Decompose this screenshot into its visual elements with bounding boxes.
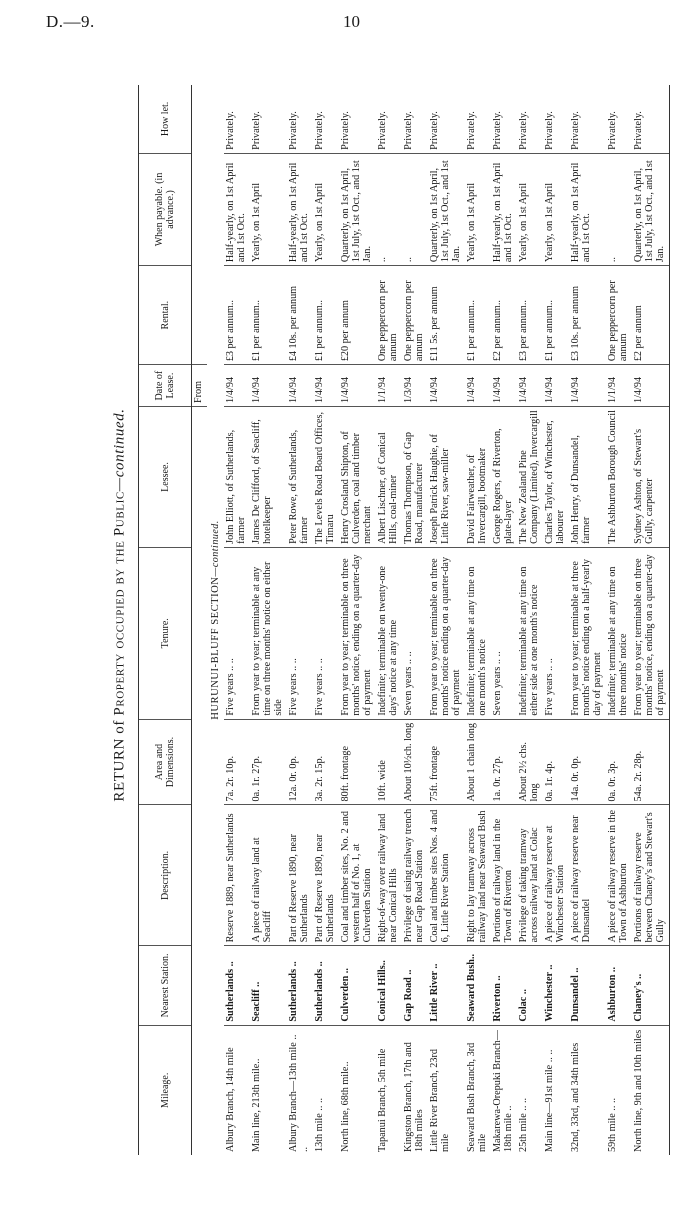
- mileage-cell: Tapanui Branch, 5th mile: [377, 1048, 388, 1152]
- description-cell: Part of Reserve 1890, near Sutherlands: [287, 805, 313, 946]
- how-let-cell: Privately.: [606, 85, 632, 153]
- how-let-cell: Privately.: [517, 85, 543, 153]
- how-let-cell: Privately.: [250, 85, 287, 153]
- rental-cell: £1 per annum..: [313, 266, 339, 365]
- date-cell: 1/4/94: [224, 365, 250, 407]
- station-cell: Chaney's ..: [632, 946, 670, 1025]
- date-cell: 1/4/94: [543, 365, 569, 407]
- mileage-cell: North line, 9th and 10th miles: [632, 1025, 670, 1155]
- area-cell: 54a. 2r. 28p.: [632, 719, 670, 805]
- payable-cell: ..: [376, 153, 402, 265]
- page-number: 10: [343, 12, 360, 31]
- station-cell: Winchester ..: [543, 946, 569, 1025]
- table-row: [491, 85, 517, 1155]
- rental-cell: One peppercorn per annum: [402, 266, 428, 365]
- property-return-table: [138, 85, 670, 1155]
- rental-cell: £1 per annum..: [250, 266, 287, 365]
- rental-cell: £3 10s. per annum: [569, 266, 606, 365]
- description-cell: A piece of railway reserve at Winchester Station: [543, 805, 569, 946]
- description-cell: Portions of railway land in the Town of Riverton: [491, 805, 517, 946]
- tenure-cell: Indefinite; terminable at any time on either side at one month's notice: [517, 547, 543, 719]
- tenure-cell: From year to year; terminable on three months' notice ending on a quarter-day of payment: [428, 547, 465, 719]
- description-cell: Coal and timber sites Nos. 4 and 6, Little River Station: [428, 805, 465, 946]
- tenure-cell: Seven years .. ..: [402, 547, 428, 719]
- col-header-date: Date of Lease.: [139, 365, 192, 407]
- area-cell: About 10½ch. long: [402, 719, 428, 805]
- col-header-payable: When payable. (in advance.): [139, 153, 192, 265]
- how-let-cell: Privately.: [287, 85, 313, 153]
- payable-cell: Yearly, on 1st April: [543, 153, 569, 265]
- description-cell: Part of Reserve 1890, near Sutherlands: [313, 805, 339, 946]
- description-cell: A piece of railway land at Seacliff: [250, 805, 287, 946]
- col-header-description: Description.: [139, 805, 192, 946]
- tenure-cell: From year to year; terminable on three months' notice, ending on a quarter-day of payment: [339, 547, 376, 719]
- col-header-how-let: How let.: [139, 85, 192, 153]
- tenure-cell: Indefinite; terminable at any time on one month's notice: [465, 547, 491, 719]
- area-cell: 80ft. frontage: [339, 719, 376, 805]
- area-cell: 12a. 0r. 0p.: [287, 719, 313, 805]
- return-table-sheet: [138, 85, 680, 1155]
- how-let-cell: Privately.: [465, 85, 491, 153]
- section-heading-row: [207, 85, 224, 1155]
- description-cell: Privilege of using railway trench near Gap Road Station: [402, 805, 428, 946]
- how-let-cell: Privately.: [569, 85, 606, 153]
- table-row: [376, 85, 402, 1155]
- date-cell: 1/4/94: [632, 365, 670, 407]
- date-cell: 1/1/94: [376, 365, 402, 407]
- col-header-mileage: Mileage.: [139, 1025, 192, 1155]
- date-cell: 1/4/94: [491, 365, 517, 407]
- rental-cell: £1 per annum..: [465, 266, 491, 365]
- payable-cell: ..: [606, 153, 632, 265]
- tenure-cell: Five years .. ..: [224, 547, 250, 719]
- mileage-cell: 32nd, 33rd, and 34th miles: [570, 1042, 581, 1152]
- rental-cell: £20 per annum: [339, 266, 376, 365]
- title-main: Property occupied by the Public: [111, 491, 128, 716]
- station-cell: Little River ..: [428, 946, 465, 1025]
- tenure-cell: From year to year; terminable at any time on three months' notice on either side: [250, 547, 287, 719]
- payable-cell: Half-yearly, on 1st April and 1st Oct.: [224, 153, 250, 265]
- table-row: [465, 85, 491, 1155]
- payable-cell: Quarterly, on 1st April, 1st July, 1st Oct., and 1st Jan.: [428, 153, 465, 265]
- station-cell: Culverden ..: [339, 946, 376, 1025]
- mileage-cell: Little River Branch, 23rd mile: [429, 1049, 451, 1152]
- mileage-cell: 59th mile .. ..: [607, 1097, 618, 1152]
- rental-cell: £1 per annum..: [543, 266, 569, 365]
- how-let-cell: Privately.: [543, 85, 569, 153]
- area-cell: 7a. 2r. 10p.: [224, 719, 250, 805]
- table-row: [606, 85, 632, 1155]
- station-cell: Riverton ..: [491, 946, 517, 1025]
- description-cell: Privilege of taking tramway across railway land at Colac: [517, 805, 543, 946]
- tenure-cell: Five years .. ..: [543, 547, 569, 719]
- mileage-cell: Main line, 213th mile..: [251, 1058, 262, 1152]
- station-cell: Sutherlands ..: [313, 946, 339, 1025]
- payable-cell: Yearly, on 1st April: [517, 153, 543, 265]
- rental-cell: £4 10s. per annum: [287, 266, 313, 365]
- area-cell: 0a. 1r. 27p.: [250, 719, 287, 805]
- table-row: [402, 85, 428, 1155]
- station-cell: Seacliff ..: [250, 946, 287, 1025]
- how-let-cell: Privately.: [376, 85, 402, 153]
- description-cell: Coal and timber sites, No. 2 and western half of No. 1, at Culverden Station: [339, 805, 376, 946]
- payable-cell: ..: [402, 153, 428, 265]
- station-cell: Gap Road ..: [402, 946, 428, 1025]
- area-cell: 14a. 0r. 0p.: [569, 719, 606, 805]
- table-row: [224, 85, 250, 1155]
- how-let-cell: Privately.: [428, 85, 465, 153]
- area-cell: 3a. 2r. 15p.: [313, 719, 339, 805]
- tenure-cell: Five years .. ..: [313, 547, 339, 719]
- date-cell: 1/4/94: [313, 365, 339, 407]
- date-cell: 1/4/94: [569, 365, 606, 407]
- date-cell: 1/4/94: [428, 365, 465, 407]
- area-cell: About 1 chain long: [465, 719, 491, 805]
- lessee-cell: The Levels Road Board Offices, Timaru: [313, 407, 339, 548]
- date-cell: 1/4/94: [465, 365, 491, 407]
- station-cell: Conical Hills..: [376, 946, 402, 1025]
- lessee-cell: Henry Crosland Shipton, of Culverden, coal and timber merchant: [339, 407, 376, 548]
- col-header-area: Area and Dimensions.: [139, 719, 192, 805]
- document-code: D.—9.: [46, 12, 95, 31]
- col-header-rental: Rental.: [139, 266, 192, 365]
- section-continued: —continued.: [210, 520, 221, 577]
- date-cell: 1/4/94: [250, 365, 287, 407]
- station-cell: Sutherlands ..: [287, 946, 313, 1025]
- lessee-cell: Thomas Thompson, of Gap Road, manufacturer: [402, 407, 428, 548]
- col-header-lessee: Lessee.: [139, 407, 192, 548]
- area-cell: 0a. 1r. 4p.: [543, 719, 569, 805]
- description-cell: Right-of-way over railway land near Conical Hills: [376, 805, 402, 946]
- rental-cell: £11 5s. per annum: [428, 266, 465, 365]
- table-row: [517, 85, 543, 1155]
- area-cell: 75ft. frontage: [428, 719, 465, 805]
- how-let-cell: Privately.: [224, 85, 250, 153]
- description-cell: Portions of railway reserve between Chaney's and Stewart's Gully: [632, 805, 670, 946]
- mileage-cell: 13th mile .. ..: [314, 1097, 325, 1152]
- date-cell: 1/1/94: [606, 365, 632, 407]
- col-header-station: Nearest Station.: [139, 946, 192, 1025]
- payable-cell: Yearly, on 1st April: [250, 153, 287, 265]
- lessee-cell: James De Clifford, of Seacliff, hotelkeeper: [250, 407, 287, 548]
- payable-cell: Half-yearly, on 1st April and 1st Oct.: [491, 153, 517, 265]
- mileage-cell: North line, 68th mile..: [340, 1061, 351, 1152]
- rental-cell: £3 per annum..: [224, 266, 250, 365]
- lessee-cell: Charles Taylor, of Winchester, labourer: [543, 407, 569, 548]
- table-row: [287, 85, 313, 1155]
- rental-cell: £3 per annum..: [517, 266, 543, 365]
- mileage-cell: Albury Branch—13th mile .. ..: [288, 1034, 310, 1152]
- mileage-cell: Seaward Bush Branch, 3rd mile: [466, 1042, 488, 1152]
- lessee-cell: David Fairweather, of Invercargill, bootmaker: [465, 407, 491, 548]
- station-cell: Colac ..: [517, 946, 543, 1025]
- area-cell: 0a. 0r. 3p.: [606, 719, 632, 805]
- title-prefix: RETURN of: [111, 719, 128, 802]
- from-row: [192, 85, 208, 1155]
- lessee-cell: Peter Rowe, of Sutherlands, farmer: [287, 407, 313, 548]
- area-cell: 10ft. wide: [376, 719, 402, 805]
- table-row: [313, 85, 339, 1155]
- mileage-cell: Albury Branch, 14th mile: [225, 1047, 236, 1152]
- lessee-cell: John Henry, of Dunsandel, farmer: [569, 407, 606, 548]
- date-cell: 1/4/94: [339, 365, 376, 407]
- tenure-cell: From year to year; terminable at three months' notice ending on a half-yearly day of payment: [569, 547, 606, 719]
- description-cell: Right to lay tramway across railway land near Seaward Bush: [465, 805, 491, 946]
- how-let-cell: Privately.: [402, 85, 428, 153]
- lessee-cell: Albert Lischner, of Conical Hills, coal-miner: [376, 407, 402, 548]
- section-heading: [207, 85, 224, 1155]
- section-name: HURUNUI-BLUFF SECTION: [210, 576, 221, 720]
- payable-cell: Yearly, on 1st April: [465, 153, 491, 265]
- description-cell: A piece of railway reserve in the Town of Ashburton: [606, 805, 632, 946]
- description-cell: A piece of railway reserve near Dunsandel: [569, 805, 606, 946]
- tenure-cell: Indefinite; terminable at any time on three months' notice: [606, 547, 632, 719]
- area-cell: 1a. 0r. 27p.: [491, 719, 517, 805]
- table-row: [250, 85, 287, 1155]
- rental-cell: One peppercorn per annum: [376, 266, 402, 365]
- mileage-cell: Makarewa-Orepuki Branch—18th mile ..: [492, 1030, 514, 1152]
- payable-cell: Half-yearly, on 1st April and 1st Oct.: [569, 153, 606, 265]
- lessee-cell: John Elliott, of Sutherlands, farmer: [224, 407, 250, 548]
- col-header-tenure: Tenure.: [139, 547, 192, 719]
- station-cell: Dunsandel ..: [569, 946, 606, 1025]
- lessee-cell: George Rogers, of Riverton, plate-layer: [491, 407, 517, 548]
- lessee-cell: Sydney Ashton, of Stewart's Gully, carpenter: [632, 407, 670, 548]
- tenure-cell: Seven years .. ..: [491, 547, 517, 719]
- station-cell: Ashburton ..: [606, 946, 632, 1025]
- date-cell: 1/4/94: [287, 365, 313, 407]
- table-row: [632, 85, 670, 1155]
- payable-cell: Yearly, on 1st April: [313, 153, 339, 265]
- station-cell: Seaward Bush..: [465, 946, 491, 1025]
- mileage-cell: 25th mile .. ..: [518, 1097, 529, 1152]
- lessee-cell: Joseph Patrick Haughie, of Little River, saw-miller: [428, 407, 465, 548]
- payable-cell: Quarterly, on 1st April, 1st July, 1st Oct., and 1st Jan.: [632, 153, 670, 265]
- tenure-cell: Indefinite; terminable on twenty-one days' notice at any time: [376, 547, 402, 719]
- lessee-cell: The Ashburton Borough Council: [606, 407, 632, 548]
- table-title: [112, 105, 129, 1105]
- from-label: From: [192, 365, 208, 407]
- mileage-cell: Kingston Branch, 17th and 18th miles: [403, 1042, 425, 1152]
- area-cell: About 2½ chs. long: [517, 719, 543, 805]
- rental-cell: £2 per annum: [632, 266, 670, 365]
- title-suffix: —continued.: [111, 408, 128, 492]
- rental-cell: £2 per annum..: [491, 266, 517, 365]
- table-row: [428, 85, 465, 1155]
- table-row: [569, 85, 606, 1155]
- table-row: [339, 85, 376, 1155]
- payable-cell: Quarterly, on 1st April, 1st July, 1st Oct., and 1st Jan.: [339, 153, 376, 265]
- payable-cell: Half-yearly, on 1st April and 1st Oct.: [287, 153, 313, 265]
- how-let-cell: Privately.: [491, 85, 517, 153]
- how-let-cell: Privately.: [632, 85, 670, 153]
- how-let-cell: Privately.: [339, 85, 376, 153]
- date-cell: 1/3/94: [402, 365, 428, 407]
- table-header-row: [139, 85, 192, 1155]
- station-cell: Sutherlands ..: [224, 946, 250, 1025]
- description-cell: Reserve 1889, near Sutherlands: [224, 805, 250, 946]
- table-row: [543, 85, 569, 1155]
- date-cell: 1/4/94: [517, 365, 543, 407]
- how-let-cell: Privately.: [313, 85, 339, 153]
- tenure-cell: Five years .. ..: [287, 547, 313, 719]
- mileage-cell: Main line—91st mile .. ..: [544, 1049, 555, 1152]
- tenure-cell: From year to year; terminable on three months' notice, ending on a quarter-day of payment: [632, 547, 670, 719]
- rental-cell: One peppercorn per annum: [606, 266, 632, 365]
- lessee-cell: The New Zealand Pine Company (Limited), Invercargill: [517, 407, 543, 548]
